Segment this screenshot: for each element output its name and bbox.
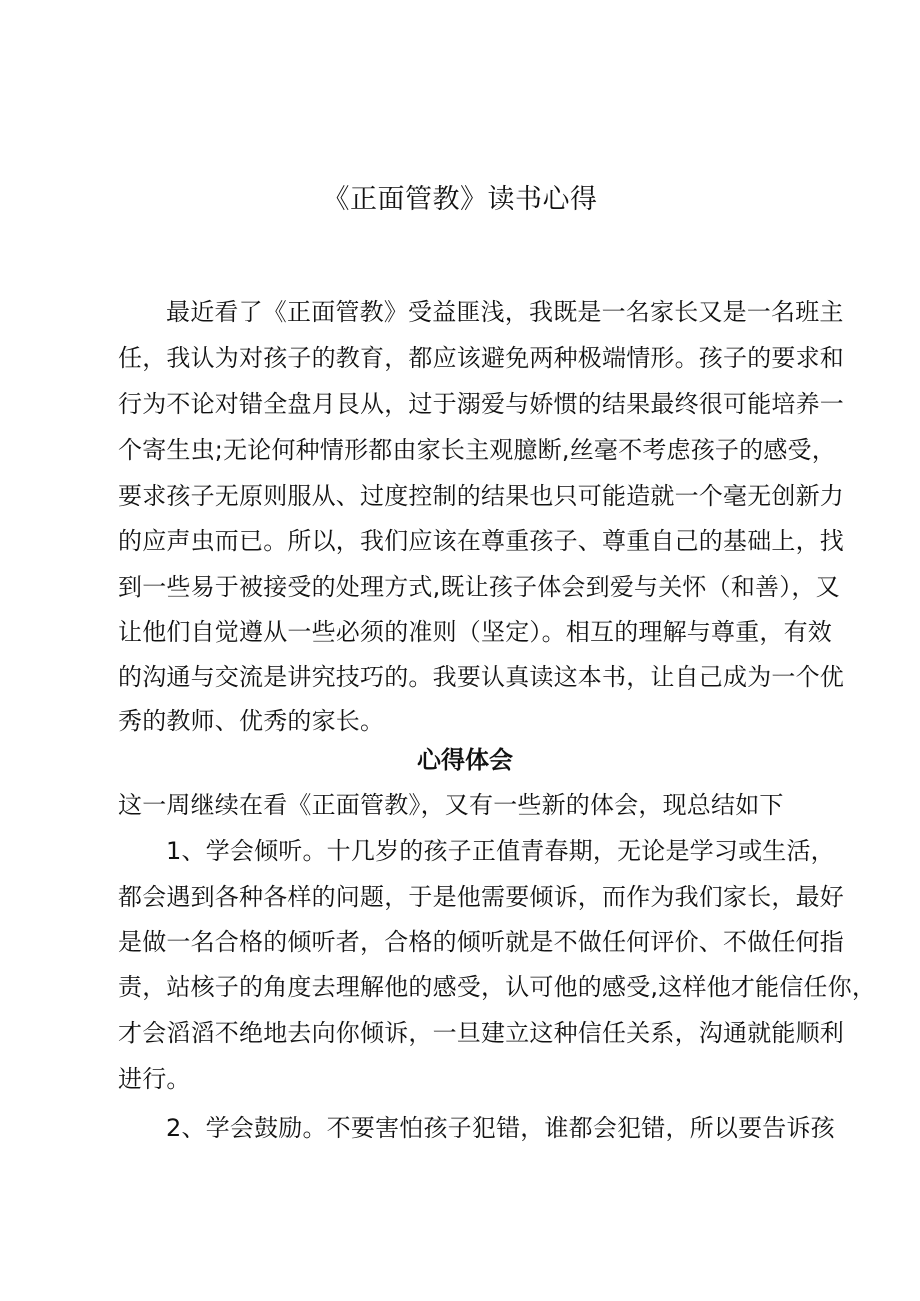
- intro-line: 这一周继续在看《正面管教》，又有一些新的体会，现总结如下: [118, 791, 784, 819]
- point-line: 进行。: [118, 1065, 191, 1093]
- point-line: 2、学会鼓励。不要害怕孩子犯错，谁都会犯错，所以要告诉孩: [166, 1114, 835, 1142]
- point-line: 责，站核子的角度去理解他的感受，认可他的感受,这样他才能信任你，: [118, 973, 877, 1001]
- paragraph-line: 行为不论对错全盘月艮从，过于溺爱与娇惯的结果最终很可能培养一: [118, 390, 844, 418]
- paragraph-line: 最近看了《正面管教》受益匪浅，我既是一名家长又是一名班主: [166, 298, 844, 326]
- paragraph-line: 到一些易于被接受的处理方式,既让孩子体会到爱与关怀（和善），又: [118, 573, 840, 601]
- point-line: 是做一名合格的倾听者，合格的倾听就是不做任何评价、不做任何指: [118, 928, 844, 956]
- paragraph-line: 要求孩子无原则服从、过度控制的结果也只可能造就一个毫无创新力: [118, 482, 844, 510]
- point-line: 都会遇到各种各样的问题，于是他需要倾诉，而作为我们家长，最好: [118, 883, 844, 911]
- paragraph-line: 任，我认为对孩子的教育，都应该避免两种极端情形。孩子的要求和: [118, 344, 844, 372]
- paragraph-line: 让他们自觉遵从一些必须的准则（坚定）。相互的理解与尊重，有效: [118, 618, 832, 646]
- point-line: 才会滔滔不绝地去向你倾诉，一旦建立这种信任关系，沟通就能顺利: [118, 1019, 844, 1047]
- paragraph-line: 秀的教师、优秀的家长。: [118, 707, 385, 735]
- paragraph-line: 的应声虫而已。所以，我们应该在尊重孩子、尊重自己的基础上，找: [118, 527, 844, 555]
- point-line: 1、学会倾听。十几岁的孩子正值青春期，无论是学习或生活，: [166, 837, 835, 865]
- document-title: 《正面管教》读书心得: [322, 184, 598, 215]
- paragraph-line: 的沟通与交流是讲究技巧的。我要认真读这本书，让自己成为一个优: [118, 663, 844, 691]
- section-heading: 心得体会: [417, 746, 513, 774]
- paragraph-line: 个寄生虫;无论何种情形都由家长主观臆断,丝毫不考虑孩子的感受，: [118, 436, 836, 464]
